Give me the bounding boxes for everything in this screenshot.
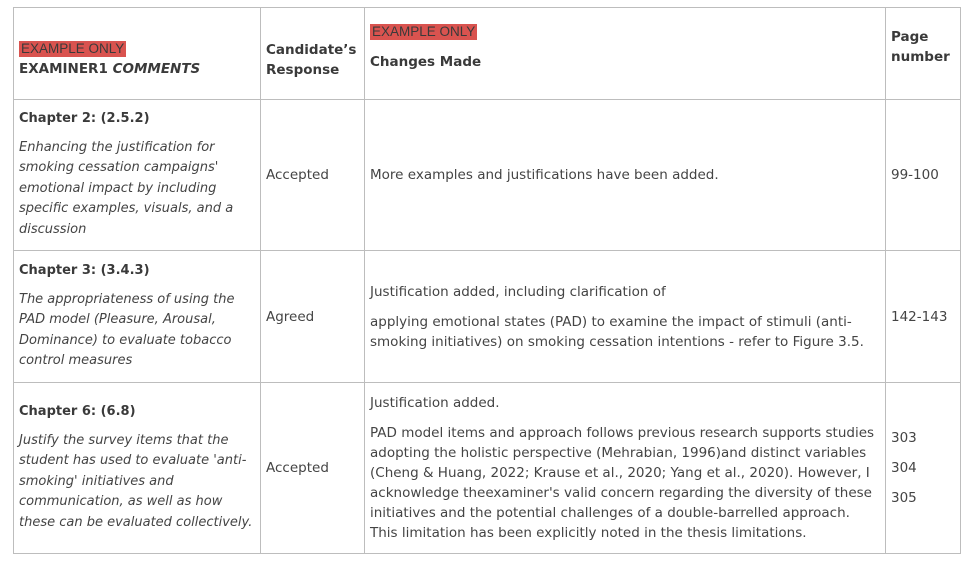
chapter-heading: Chapter 2: (2.5.2)	[19, 110, 150, 126]
chapter-heading: Chapter 3: (3.4.3)	[19, 262, 150, 278]
changes-paragraph: PAD model items and approach follows previous research supports studies adopting the holistic perspective (Mehrabian, 1996)and distinct variables (Cheng & Huang, 2022; Krause et al., 2020; Yang et al., 2020). However, I acknowledge theexaminer's valid concern regarding the diversity of these initiatives and the potential challenges of a double-barrelled approach. This limitation has been explicitly noted in the thesis limitations.	[370, 425, 875, 541]
comment-cell	[14, 100, 261, 251]
changes-paragraph: Justification added, including clarification of	[370, 283, 666, 300]
examiner-comment: Enhancing the justification for smoking cessation campaigns' emotional impact by including specific examples, visuals, and a discussion	[19, 139, 234, 237]
example-only-tag-2: EXAMPLE ONLY	[372, 24, 476, 39]
changes-made-title: Changes Made	[370, 54, 482, 70]
examiner-comment: The appropriateness of using the PAD model (Pleasure, Arousal, Dominance) to evaluate tobacco control measures	[19, 291, 235, 368]
comment-cell	[14, 383, 261, 554]
changes-made: More examples and justifications have been added.	[365, 100, 886, 251]
table-row	[14, 100, 961, 251]
page-title-line2: number	[891, 48, 950, 65]
example-only-tag: EXAMPLE ONLY	[21, 41, 125, 56]
candidate-response: Accepted	[261, 100, 365, 251]
header-row	[14, 8, 961, 100]
chapter-heading: Chapter 6: (6.8)	[19, 403, 136, 419]
candidate-response: Accepted	[261, 383, 365, 554]
header-candidate-response	[261, 8, 365, 100]
changes-paragraph: applying emotional states (PAD) to examine the impact of stimuli (anti-smoking initiatives) on smoking cessation intentions - refer to Figure 3.5.	[370, 313, 864, 350]
page-number: 142-143	[886, 251, 961, 383]
page-number-item: 304	[891, 460, 917, 476]
page-number: 99-100	[886, 100, 961, 251]
response-title-line2: Response	[266, 61, 340, 78]
examiner-comment: Justify the survey items that the student has used to evaluate 'anti-smoking' initiatives and communication, as well as how these can be evaluated collectively.	[19, 432, 253, 530]
header-changes-made	[365, 8, 886, 100]
comment-cell	[14, 251, 261, 383]
candidate-response: Agreed	[261, 251, 365, 383]
page-number	[886, 383, 961, 554]
page-number-item: 303	[891, 430, 917, 446]
examiner-title-suffix: COMMENTS	[112, 61, 201, 77]
page-title-line1: Page	[891, 28, 929, 45]
changes-paragraph: Justification added.	[370, 395, 500, 411]
header-page-number	[886, 8, 961, 100]
examiner-title-prefix: EXAMINER1	[19, 61, 108, 77]
header-examiner-comments	[14, 8, 261, 100]
examiner-comments-table	[13, 7, 961, 554]
changes-made	[365, 251, 886, 383]
response-title-line1: Candidate’s	[266, 41, 357, 58]
changes-made	[365, 383, 886, 554]
table-row	[14, 251, 961, 383]
page-number-item: 305	[891, 490, 917, 506]
examiner-comments-title	[19, 59, 255, 79]
table-row	[14, 383, 961, 554]
